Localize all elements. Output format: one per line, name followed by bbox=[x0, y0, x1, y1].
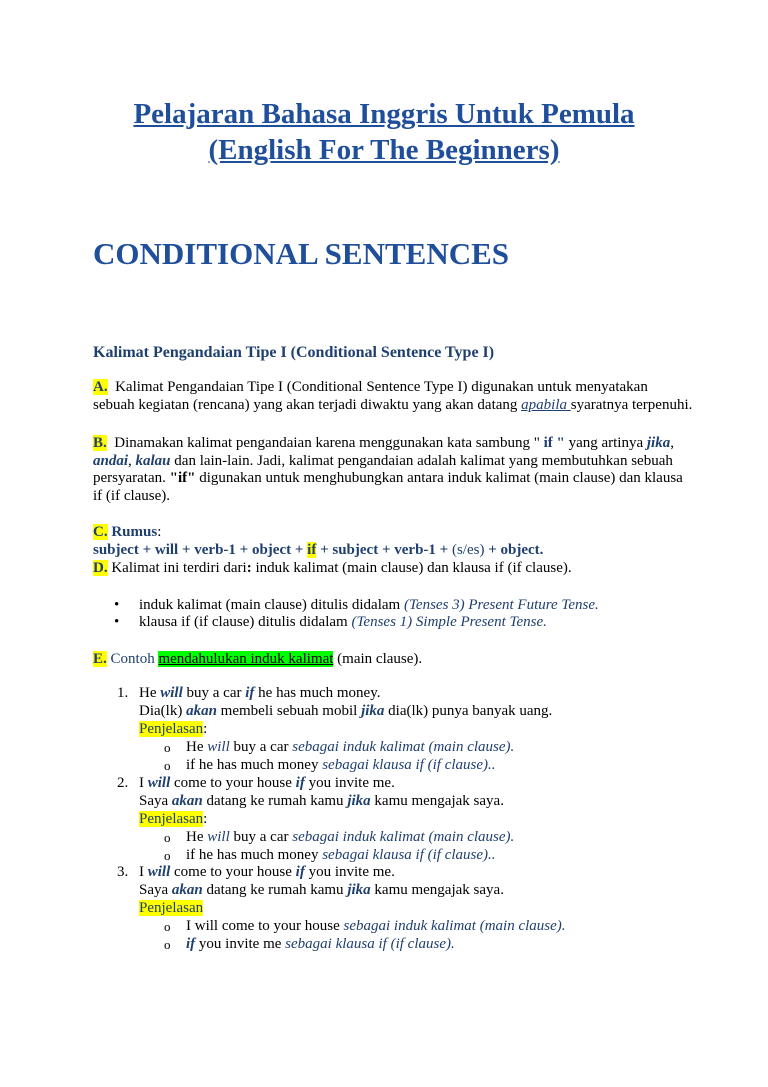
paragraph-b-text: Dinamakan kalimat pengandaian karena menggunakan kata sambung " bbox=[114, 435, 544, 451]
colon: : bbox=[246, 560, 252, 576]
paragraph-e bbox=[93, 651, 693, 669]
bullet-item bbox=[139, 614, 547, 631]
text: buy a car bbox=[229, 739, 293, 755]
formula-if: if bbox=[307, 542, 317, 558]
if-quote: "if" bbox=[169, 470, 196, 486]
italic-text: sebagai klausa if (if clause). bbox=[285, 936, 455, 952]
text: kamu mengajak saya. bbox=[370, 793, 504, 809]
document-title-line-2: (English For The Beginners) bbox=[208, 134, 560, 166]
penjelasan-label: Penjelasan bbox=[139, 811, 204, 827]
penjelasan-label: Penjelasan bbox=[139, 900, 204, 916]
label-a: A. bbox=[93, 379, 108, 395]
sub-marker: o bbox=[164, 937, 171, 952]
will-word: will bbox=[147, 864, 171, 880]
paragraph-a-text-2: syaratnya terpenuhi. bbox=[570, 396, 693, 413]
main-heading: CONDITIONAL SENTENCES bbox=[93, 236, 510, 271]
apabila-word: apabila bbox=[521, 396, 571, 413]
formula-part-1: subject + will + verb-1 + object + bbox=[93, 542, 308, 558]
explanation-item bbox=[186, 936, 455, 953]
example-number: 3. bbox=[117, 864, 129, 880]
example-indonesian bbox=[139, 882, 504, 899]
text: if he has much money bbox=[186, 847, 323, 863]
paragraph-a bbox=[93, 379, 693, 414]
example-english bbox=[139, 864, 395, 881]
text: Saya bbox=[139, 882, 172, 898]
example-indonesian bbox=[139, 793, 504, 810]
text: you invite me. bbox=[304, 864, 395, 880]
example-indonesian bbox=[139, 703, 552, 720]
if-word: if bbox=[186, 936, 196, 952]
penjelasan-label: Penjelasan bbox=[139, 721, 204, 737]
explanation-item bbox=[186, 739, 514, 756]
example-english bbox=[139, 775, 395, 792]
label-e: E. bbox=[93, 651, 107, 667]
jika-word: jika bbox=[361, 703, 385, 719]
text: you invite me. bbox=[304, 775, 395, 791]
paragraph-b bbox=[93, 435, 693, 505]
paragraph-b-text-2: yang artinya bbox=[564, 435, 647, 451]
label-b: B. bbox=[93, 435, 107, 451]
text: he has much money. bbox=[254, 685, 381, 701]
comma: , bbox=[670, 435, 674, 451]
italic-text: sebagai klausa if (if clause).. bbox=[322, 757, 496, 773]
italic-text: will bbox=[207, 829, 230, 845]
andai-word: andai bbox=[93, 452, 129, 469]
if-keyword: if " bbox=[543, 435, 565, 451]
explanation-item bbox=[186, 757, 496, 774]
label-c: C. bbox=[93, 524, 108, 540]
bullet-text: induk kalimat (main clause) ditulis didalam bbox=[139, 597, 404, 613]
if-word: if bbox=[245, 685, 255, 701]
if-word: if bbox=[295, 775, 305, 791]
example-english bbox=[139, 685, 381, 702]
akan-word: akan bbox=[186, 703, 217, 719]
paragraph-d bbox=[93, 560, 693, 578]
penjelasan-line bbox=[139, 721, 207, 738]
will-word: will bbox=[147, 775, 171, 791]
text: He bbox=[186, 829, 208, 845]
paragraph-b-text-4: digunakan untuk menghubungkan antara induk kalimat (main clause) dan klausa if (if clause). bbox=[93, 470, 683, 504]
penjelasan-line bbox=[139, 900, 203, 917]
sub-marker: o bbox=[164, 848, 171, 863]
text: come to your house bbox=[170, 775, 296, 791]
formula-label-line bbox=[93, 524, 693, 542]
kalau-word: kalau bbox=[135, 452, 171, 469]
jika-word: jika bbox=[347, 882, 371, 898]
text: datang ke rumah kamu bbox=[202, 882, 348, 898]
section-title: Kalimat Pengandaian Tipe I (Conditional Sentence Type I) bbox=[93, 344, 495, 361]
italic-text: sebagai induk kalimat (main clause). bbox=[292, 829, 515, 845]
colon: : bbox=[157, 524, 162, 540]
text: I will come to your house bbox=[186, 918, 344, 934]
example-number: 1. bbox=[117, 685, 129, 701]
jika-word: jika bbox=[347, 793, 371, 809]
italic-text: sebagai induk kalimat (main clause). bbox=[343, 918, 566, 934]
if-word: if bbox=[295, 864, 305, 880]
text: come to your house bbox=[170, 864, 296, 880]
sub-marker: o bbox=[164, 830, 171, 845]
sub-marker: o bbox=[164, 758, 171, 773]
italic-text: sebagai klausa if (if clause).. bbox=[322, 847, 496, 863]
penjelasan-line bbox=[139, 811, 207, 828]
text: He bbox=[139, 685, 161, 701]
label-d: D. bbox=[93, 560, 108, 576]
text: membeli sebuah mobil bbox=[216, 703, 362, 719]
bullet-item bbox=[139, 597, 599, 614]
colon: : bbox=[203, 721, 208, 737]
text: you invite me bbox=[195, 936, 286, 952]
italic-text: sebagai induk kalimat (main clause). bbox=[292, 739, 515, 755]
text: He bbox=[186, 739, 208, 755]
text: I bbox=[139, 775, 148, 791]
explanation-item bbox=[186, 847, 496, 864]
sub-marker: o bbox=[164, 919, 171, 934]
akan-word: akan bbox=[171, 882, 203, 898]
bullet-italic: (Tenses 3) Present Future Tense. bbox=[403, 597, 599, 613]
text: Saya bbox=[139, 793, 172, 809]
paragraph-d-text: Kalimat ini terdiri dari bbox=[107, 560, 247, 576]
formula-line bbox=[93, 542, 693, 560]
text: if he has much money bbox=[186, 757, 323, 773]
colon: : bbox=[203, 811, 208, 827]
formula-part-2: + subject + verb-1 + bbox=[316, 542, 452, 558]
text: I bbox=[139, 864, 148, 880]
bullet-text: klausa if (if clause) ditulis didalam bbox=[139, 614, 352, 630]
formula-part-3: + object. bbox=[484, 542, 544, 558]
comma: , bbox=[128, 452, 136, 469]
paragraph-d-text-2: induk kalimat (main clause) dan klausa if (if clause). bbox=[251, 560, 572, 576]
text: buy a car bbox=[229, 829, 293, 845]
text: datang ke rumah kamu bbox=[202, 793, 348, 809]
text: Dia(lk) bbox=[139, 703, 187, 719]
will-word: will bbox=[160, 685, 183, 701]
document-title-line-1: Pelajaran Bahasa Inggris Untuk Pemula bbox=[133, 98, 635, 130]
bullet-italic: (Tenses 1) Simple Present Tense. bbox=[351, 614, 547, 630]
example-number: 2. bbox=[117, 775, 129, 791]
highlighted-phrase: mendahulukan induk kalimat bbox=[158, 651, 334, 667]
text: buy a car bbox=[182, 685, 246, 701]
explanation-item bbox=[186, 829, 514, 846]
paragraph-b-text-3: dan lain-lain. Jadi, kalimat pengandaian adalah kalimat yang membutuhkan sebuah persyaratan. bbox=[93, 452, 673, 486]
sub-marker: o bbox=[164, 740, 171, 755]
italic-text: will bbox=[207, 739, 230, 755]
bullet-marker: • bbox=[114, 597, 120, 613]
bullet-marker: • bbox=[114, 614, 120, 630]
paragraph-e-text: Contoh bbox=[106, 651, 159, 667]
text: dia(lk) punya banyak uang. bbox=[384, 703, 553, 719]
jika-word: jika bbox=[646, 435, 671, 451]
paragraph-a-text: Kalimat Pengandaian Tipe I (Conditional Sentence Type I) digunakan untuk menyatakan sebuah kegiatan (rencana) yang akan terjadi diwaktu yang akan datang bbox=[93, 379, 648, 413]
paragraph-e-text-2: (main clause). bbox=[333, 651, 423, 667]
akan-word: akan bbox=[171, 793, 203, 809]
rumus-label: Rumus bbox=[111, 524, 158, 540]
explanation-item bbox=[186, 918, 566, 935]
text: kamu mengajak saya. bbox=[370, 882, 504, 898]
formula-ses: (s/es) bbox=[451, 542, 485, 558]
